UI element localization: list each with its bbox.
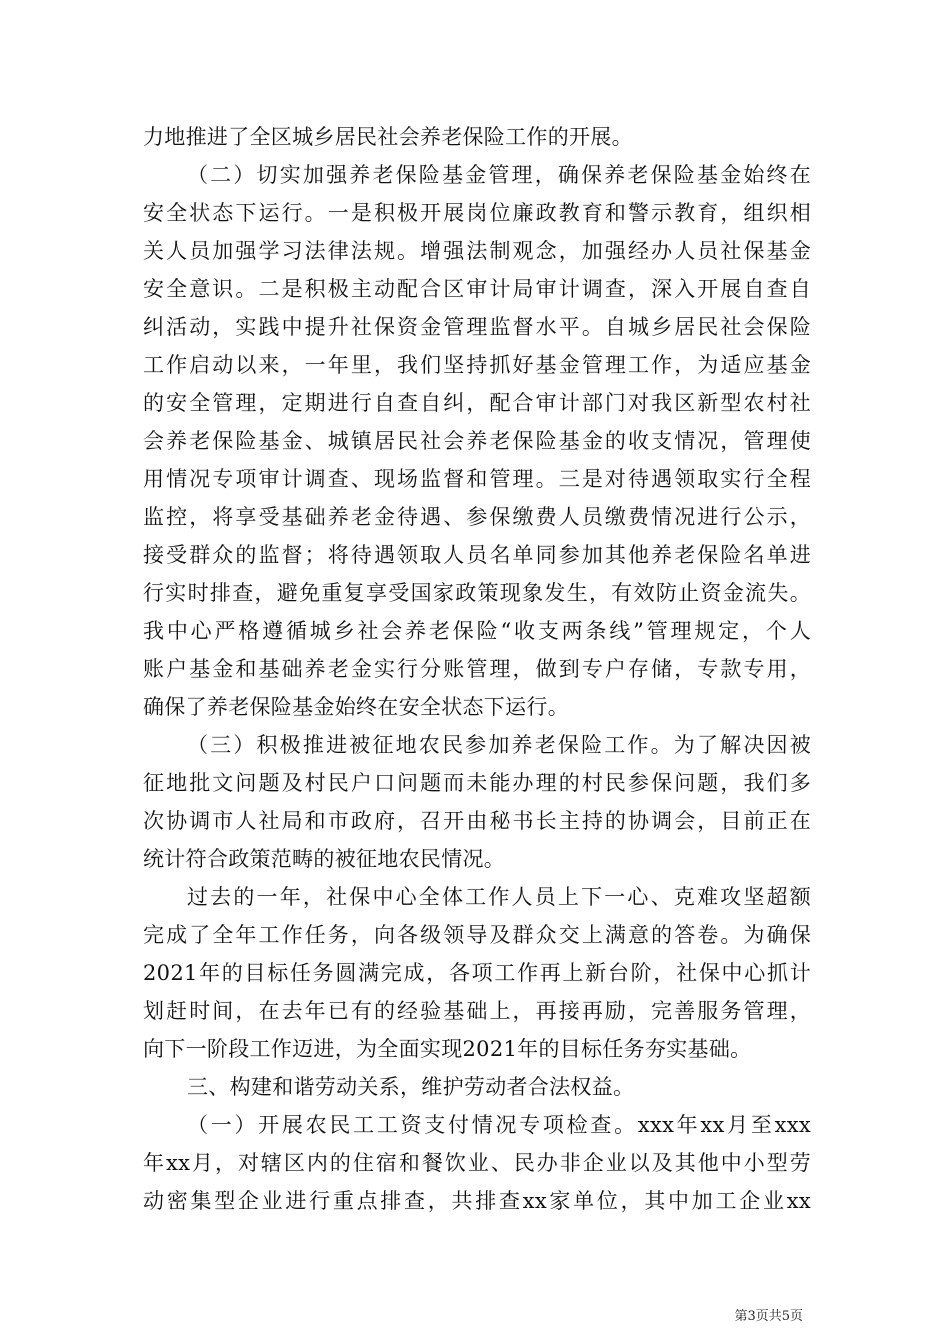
text-line: 账户基金和基础养老金实行分账管理，做到专户存储，专款专用， (143, 657, 811, 681)
text-line: 安全意识。二是积极主动配合区审计局审计调查，深入开展自查自 (143, 277, 811, 301)
text-line: 向下一阶段工作迈进，为全面实现2021年的目标任务夯实基础。 (143, 1037, 752, 1061)
text-line: 确保了养老保险基金始终在安全状态下运行。 (143, 695, 569, 719)
text-line: 次协调市人社局和市政府，召开由秘书长主持的协调会，目前正在 (143, 809, 811, 833)
section-heading: 三、构建和谐劳动关系，维护劳动者合法权益。 (187, 1075, 635, 1099)
text-line: 年xx月，对辖区内的住宿和餐饮业、民办非企业以及其他中小型劳 (143, 1151, 811, 1175)
text-line: 接受群众的监督；将待遇领取人员名单同参加其他养老保险名单进 (143, 543, 811, 567)
text-line: 用情况专项审计调查、现场监督和管理。三是对待遇领取实行全程 (143, 467, 811, 491)
text-line: 过去的一年，社保中心全体工作人员上下一心、克难攻坚超额 (187, 885, 811, 909)
text-line: 2021年的目标任务圆满完成，各项工作再上新台阶，社保中心抓计 (143, 961, 811, 985)
text-line: 完成了全年工作任务，向各级领导及群众交上满意的答卷。为确保 (143, 923, 811, 947)
text-line: 关人员加强学习法律法规。增强法制观念，加强经办人员社保基金 (143, 239, 811, 263)
text-line: 力地推进了全区城乡居民社会养老保险工作的开展。 (143, 125, 633, 149)
text-line: 安全状态下运行。一是积极开展岗位廉政教育和警示教育，组织相 (143, 201, 811, 225)
page-number: 第3页共5页 (734, 1309, 803, 1324)
text-line: （二）切实加强养老保险基金管理，确保养老保险基金始终在 (187, 163, 811, 187)
text-line: 动密集型企业进行重点排查，共排查xx家单位，其中加工企业xx (143, 1189, 811, 1213)
text-line: 会养老保险基金、城镇居民社会养老保险基金的收支情况，管理使 (143, 429, 811, 453)
text-line: 行实时排查，避免重复享受国家政策现象发生，有效防止资金流失。 (143, 581, 811, 605)
text-line: 工作启动以来，一年里，我们坚持抓好基金管理工作，为适应基金 (143, 353, 811, 377)
text-line: 我中心严格遵循城乡社会养老保险“收支两条线”管理规定，个人 (143, 619, 811, 643)
text-line: （三）积极推进被征地农民参加养老保险工作。为了解决因被 (187, 733, 811, 757)
text-line: 征地批文问题及村民户口问题而未能办理的村民参保问题，我们多 (143, 771, 811, 795)
text-line: 监控，将享受基础养老金待遇、参保缴费人员缴费情况进行公示， (143, 505, 811, 529)
text-line: 的安全管理，定期进行自查自纠，配合审计部门对我区新型农村社 (143, 391, 811, 415)
text-line: 纠活动，实践中提升社保资金管理监督水平。自城乡居民社会保险 (143, 315, 811, 339)
document-body (143, 118, 811, 1220)
text-line: （一）开展农民工工资支付情况专项检查。xxx年xx月至xxx (187, 1113, 811, 1137)
text-line: 划赶时间，在去年已有的经验基础上，再接再励，完善服务管理， (143, 999, 811, 1023)
text-line: 统计符合政策范畴的被征地农民情况。 (143, 847, 506, 871)
